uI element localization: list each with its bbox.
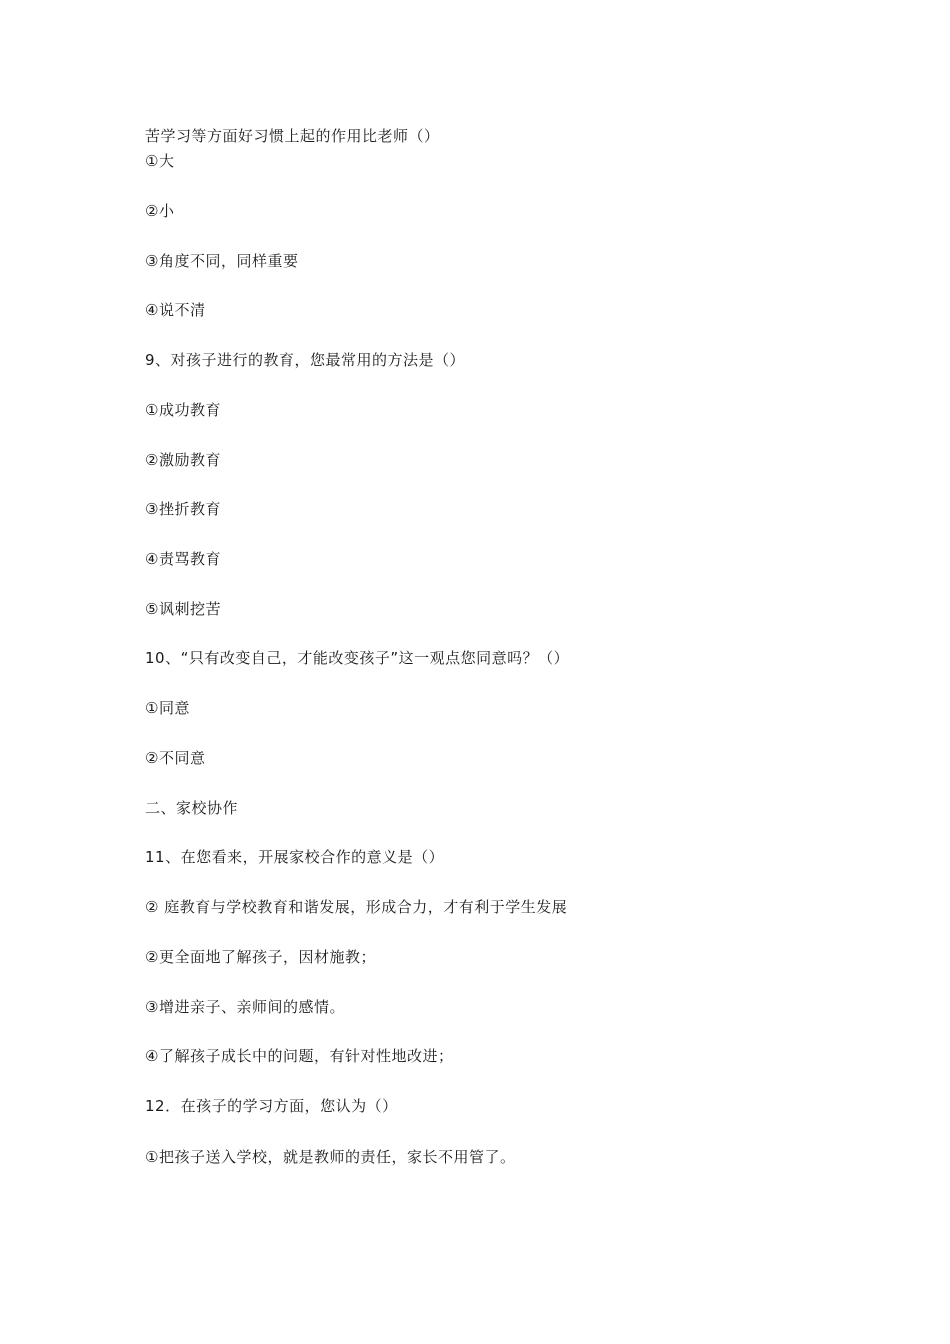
question-9-option-3: ③挫折教育 [145,500,221,518]
question-11-option-4: ④了解孩子成长中的问题，有针对性地改进； [145,1047,454,1065]
question-9-option-1: ①成功教育 [145,401,221,419]
question-8-option-2: ②小 [145,202,175,220]
question-10-option-1: ①同意 [145,699,190,717]
question-12-option-1: ①把孩子送入学校，就是教师的责任，家长不用管了。 [145,1148,516,1166]
question-9-stem: 9、对孩子进行的教育，您最常用的方法是（） [145,351,466,369]
question-10-option-2: ②不同意 [145,749,206,767]
question-10-stem: 10、“只有改变自己，才能改变孩子”这一观点您同意吗？（） [145,649,570,667]
question-8-option-4: ④说不清 [145,301,206,319]
question-12-stem: 12．在孩子的学习方面，您认为（） [145,1097,398,1115]
question-9-option-4: ④责骂教育 [145,550,221,568]
question-11-option-2: ②更全面地了解孩子，因材施教； [145,948,376,966]
question-8-option-3: ③角度不同，同样重要 [145,252,299,270]
question-9-option-2: ②激励教育 [145,451,221,469]
question-11-option-3: ③增进亲子、亲师间的感情。 [145,998,345,1016]
question-9-option-5: ⑤讽刺挖苦 [145,600,221,618]
question-8-stem-continuation: 苦学习等方面好习惯上起的作用比老师（） [145,127,440,145]
question-11-stem: 11、在您看来，开展家校合作的意义是（） [145,848,445,866]
question-8-option-1: ①大 [145,152,175,170]
question-11-option-1: ② 庭教育与学校教育和谐发展，形成合力，才有利于学生发展 [145,898,568,916]
section-heading: 二、家校协作 [145,799,239,817]
